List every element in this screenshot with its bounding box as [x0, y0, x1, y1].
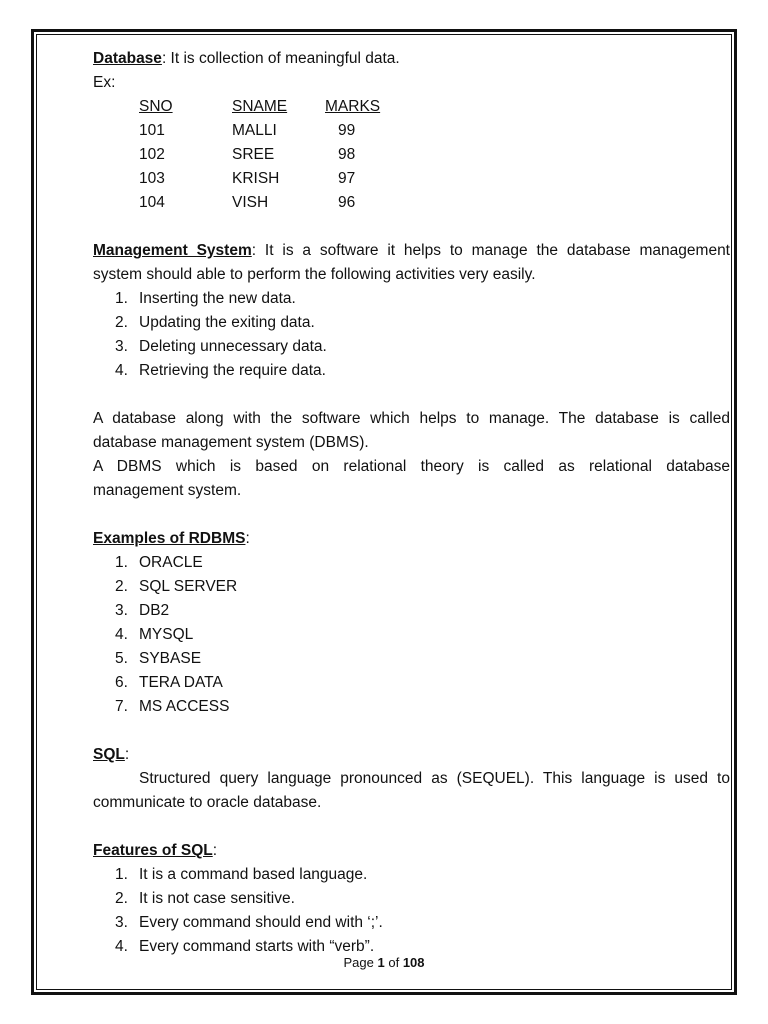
spacer: [93, 719, 730, 743]
list-item: 4. MYSQL: [115, 626, 194, 643]
sql-heading: SQL: [93, 746, 125, 763]
cell-sname: MALLI: [232, 122, 277, 139]
features-title: Features of SQL:: [93, 842, 218, 859]
page-word: Page: [343, 955, 374, 970]
spacer: [93, 215, 730, 239]
spacer: [93, 503, 730, 527]
cell-sno: 104: [139, 194, 165, 211]
header-marks: MARKS: [325, 98, 381, 115]
page-current: 1: [377, 955, 385, 970]
cell-sname: VISH: [232, 194, 269, 211]
example-label: Ex:: [93, 74, 116, 91]
list-item: 3. Deleting unnecessary data.: [115, 338, 327, 355]
list-item: 7. MS ACCESS: [115, 698, 230, 715]
table-header-row: [139, 95, 405, 119]
page-total: 108: [402, 955, 425, 970]
rdbms-examples-list: [93, 551, 730, 719]
table-row: [139, 143, 405, 167]
spacer: [93, 815, 730, 839]
table-row: [139, 191, 405, 215]
list-item: 6. TERA DATA: [115, 674, 223, 691]
cell-sno: 102: [139, 146, 165, 163]
management-activities-list: [93, 287, 730, 383]
cell-marks: 99: [338, 122, 356, 139]
list-item: 1. ORACLE: [115, 554, 203, 571]
cell-marks: 97: [338, 170, 356, 187]
document-body: [93, 47, 730, 959]
features-list: [93, 863, 730, 959]
list-item: 1. Inserting the new data.: [115, 290, 296, 307]
cell-sno: 103: [139, 170, 165, 187]
list-item: 3. Every command should end with ‘;’.: [115, 914, 383, 931]
cell-sno: 101: [139, 122, 165, 139]
list-item: 4. Retrieving the require data.: [115, 362, 326, 379]
table-row: [139, 119, 405, 143]
list-item: 2. SQL SERVER: [115, 578, 238, 595]
sql-title: SQL:: [93, 746, 130, 763]
database-definition: Database: It is collection of meaningful data.: [93, 50, 400, 67]
page-footer: [0, 954, 768, 972]
management-paragraph-line1: Management System: It is a software it helps to manage the database management: [93, 242, 730, 259]
rdbms-heading: Examples of RDBMS: [93, 530, 246, 547]
header-sname: SNAME: [232, 98, 288, 115]
example-table: [139, 95, 405, 215]
database-heading: Database: [93, 50, 162, 67]
rdbms-examples-title: Examples of RDBMS:: [93, 530, 250, 547]
features-heading: Features of SQL: [93, 842, 213, 859]
list-item: 5. SYBASE: [115, 650, 202, 667]
cell-sname: SREE: [232, 146, 275, 163]
dbms-paragraph-line1: A database along with the software which helps to manage. The database is called: [93, 410, 730, 427]
cell-marks: 98: [338, 146, 356, 163]
list-item: 2. Updating the exiting data.: [115, 314, 315, 331]
of-word: of: [388, 955, 400, 970]
cell-sname: KRISH: [232, 170, 280, 187]
management-paragraph-line2: system should able to perform the following activities very easily.: [93, 266, 536, 283]
rdbms-paragraph-line2: management system.: [93, 482, 242, 499]
list-item: 4. Every command starts with “verb”.: [115, 938, 375, 955]
management-heading: Management System: [93, 242, 252, 259]
rdbms-paragraph-line1: A DBMS which is based on relational theory is called as relational database: [93, 458, 730, 475]
list-item: 1. It is a command based language.: [115, 866, 368, 883]
dbms-paragraph-line2: database management system (DBMS).: [93, 434, 369, 451]
header-sno: SNO: [139, 98, 173, 115]
sql-paragraph-line2: communicate to oracle database.: [93, 794, 322, 811]
spacer: [93, 383, 730, 407]
cell-marks: 96: [338, 194, 356, 211]
table-row: [139, 167, 405, 191]
list-item: 2. It is not case sensitive.: [115, 890, 295, 907]
sql-paragraph-line1: Structured query language pronounced as (SEQUEL). This language is used to: [139, 770, 730, 787]
list-item: 3. DB2: [115, 602, 170, 619]
